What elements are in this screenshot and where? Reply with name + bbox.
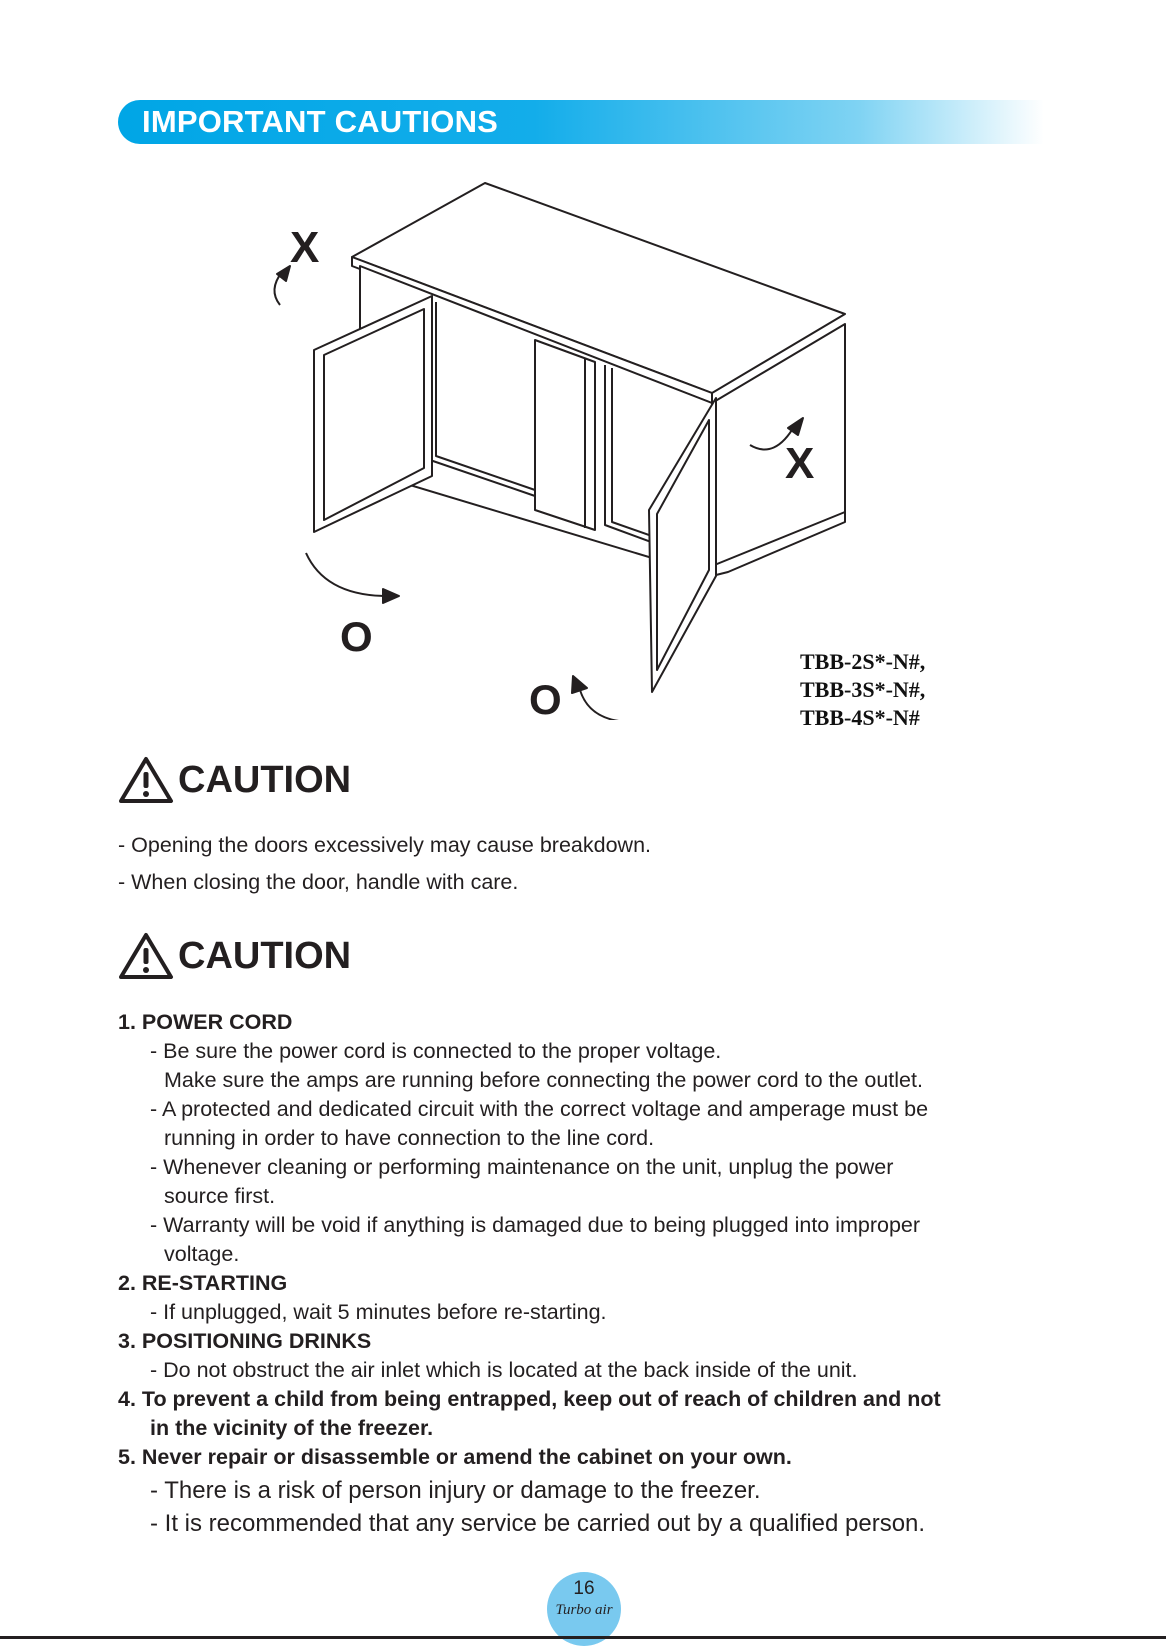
caution-title: CAUTION — [178, 934, 352, 977]
instruction-line: source first. — [164, 1184, 276, 1208]
left-door — [314, 296, 432, 532]
section-heading-restarting: 2. RE-STARTING — [118, 1271, 288, 1295]
caution-title: CAUTION — [178, 758, 352, 801]
instruction-line: - Whenever cleaning or performing maintenance on the unit, unplug the power — [150, 1155, 894, 1179]
caution-line: - When closing the door, handle with care. — [118, 870, 519, 894]
section-heading-child-safety-cont: in the vicinity of the freezer. — [150, 1416, 434, 1440]
brand-logo: Turbo air — [555, 1602, 613, 1618]
caution-line: - Opening the doors excessively may cause breakdown. — [118, 833, 651, 857]
x-mark-right: X — [785, 439, 815, 488]
o-mark-left: O — [340, 613, 373, 660]
instruction-line: voltage. — [164, 1242, 240, 1266]
instruction-line: running in order to have connection to the line cord. — [164, 1126, 655, 1150]
instruction-line: - Be sure the power cord is connected to the proper voltage. — [150, 1039, 722, 1063]
model-number: TBB-2S*-N#, — [800, 649, 926, 674]
page-number: 16 — [573, 1578, 595, 1599]
instruction-line: Make sure the amps are running before connecting the power cord to the outlet. — [164, 1068, 923, 1092]
caution-heading — [118, 756, 351, 804]
instruction-line: - Do not obstruct the air inlet which is located at the back inside of the unit. — [150, 1358, 858, 1382]
warning-icon — [118, 932, 174, 980]
warning-icon — [118, 756, 174, 804]
model-numbers — [800, 648, 925, 732]
instruction-line: - A protected and dedicated circuit with the correct voltage and amperage must be — [150, 1097, 929, 1121]
section-heading-repair: 5. Never repair or disassemble or amend the cabinet on your own. — [118, 1445, 792, 1469]
instruction-line: - If unplugged, wait 5 minutes before re-starting. — [150, 1300, 607, 1324]
model-number: TBB-3S*-N#, — [800, 677, 926, 702]
section-heading-child-safety: 4. To prevent a child from being entrapped, keep out of reach of children and not — [118, 1387, 941, 1411]
cabinet-door-illustration — [240, 180, 880, 720]
model-number: TBB-4S*-N# — [800, 705, 920, 730]
instruction-line: - It is recommended that any service be carried out by a qualified person. — [150, 1510, 926, 1537]
instruction-line: - There is a risk of person injury or damage to the freezer. — [150, 1477, 761, 1504]
section-heading-power-cord: 1. POWER CORD — [118, 1010, 293, 1034]
caution-heading — [118, 932, 351, 980]
section-banner — [118, 100, 1044, 144]
o-mark-bottom: O — [529, 676, 562, 720]
banner-title: IMPORTANT CAUTIONS — [142, 104, 499, 139]
instruction-line: - Warranty will be void if anything is damaged due to being plugged into improper — [150, 1213, 921, 1237]
x-mark-top: X — [290, 223, 320, 272]
page-badge — [547, 1572, 621, 1646]
section-heading-positioning: 3. POSITIONING DRINKS — [118, 1329, 372, 1353]
